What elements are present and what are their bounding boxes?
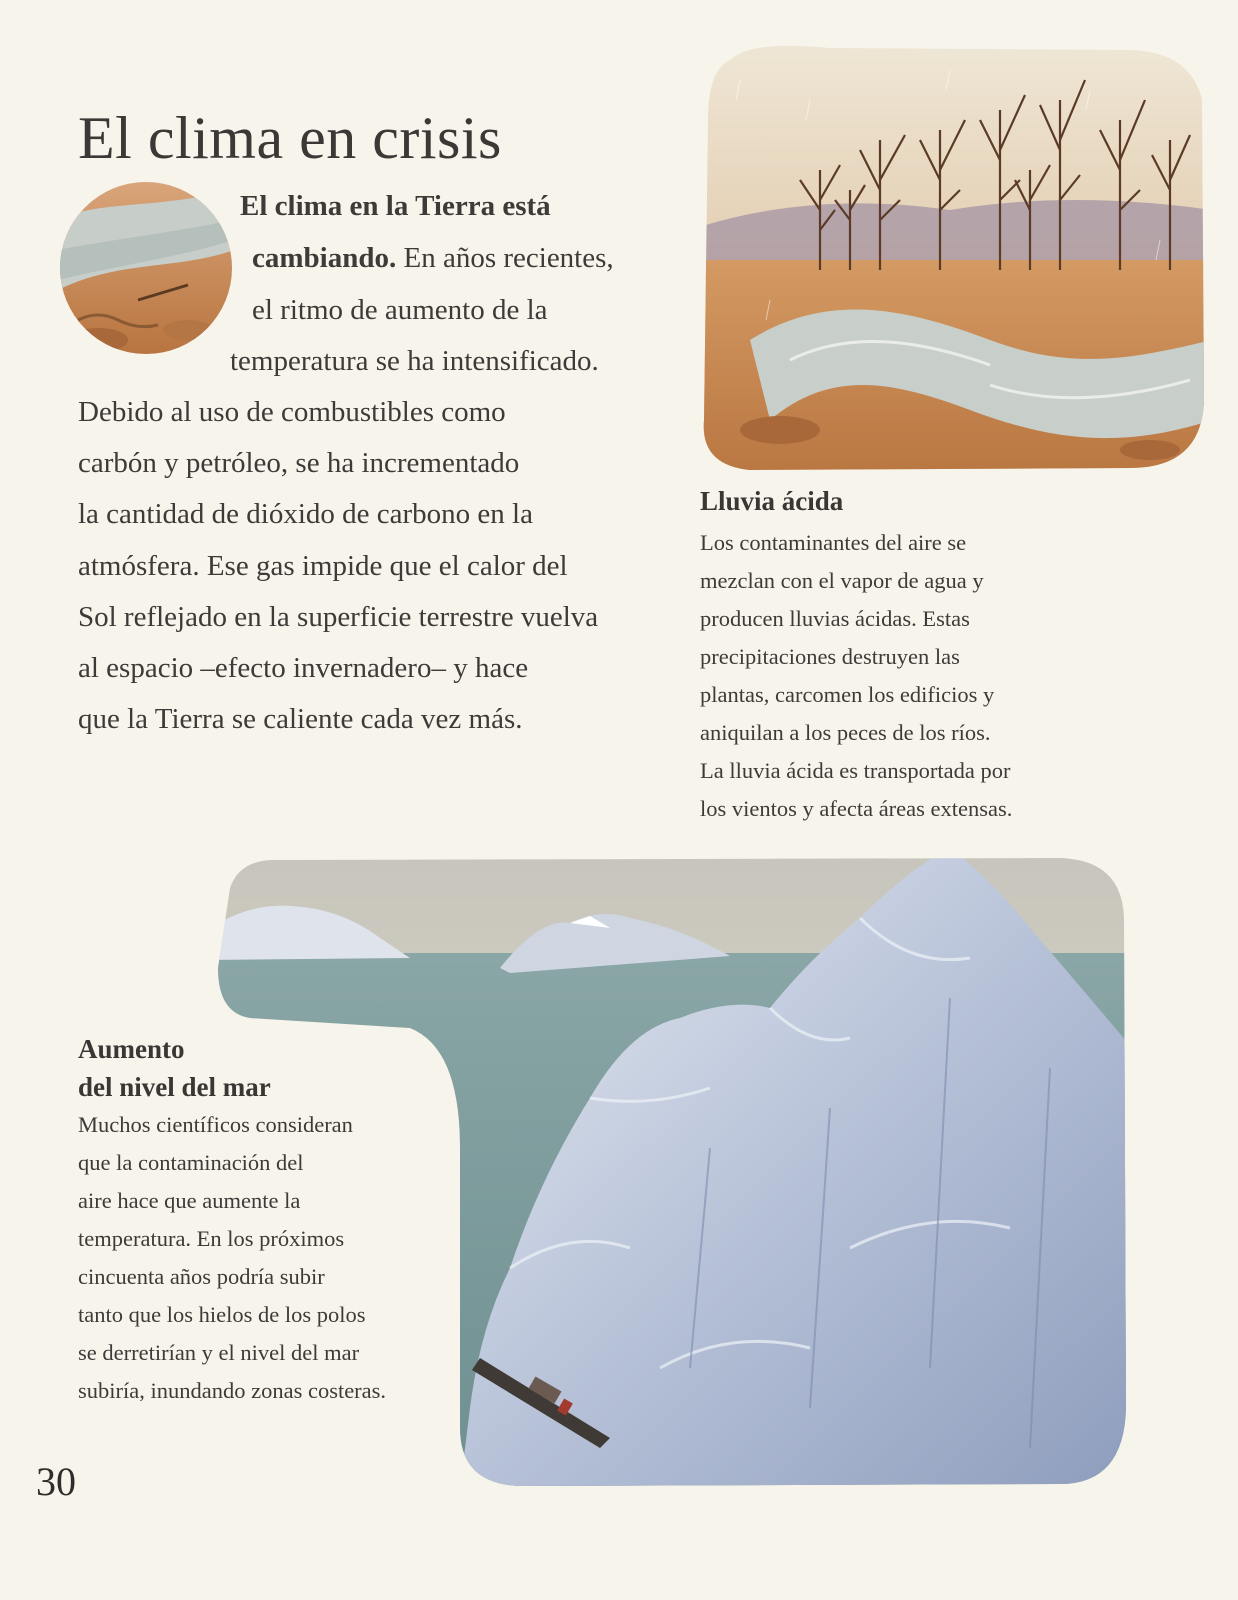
intro-line4: temperatura se ha intensificado. xyxy=(230,345,599,377)
intro-lead-line2-bold: cambiando. xyxy=(252,242,397,274)
acid-rain-line: La lluvia ácida es transportada por xyxy=(700,758,1011,783)
sea-level-line: aire hace que aumente la xyxy=(78,1188,301,1213)
page-number: 30 xyxy=(36,1459,76,1504)
intro-line2-rest: En años recientes, xyxy=(396,242,614,274)
acid-rain-line: Los contaminantes del aire se xyxy=(700,530,967,555)
acid-rain-line: los vientos y afecta áreas extensas. xyxy=(700,796,1013,821)
acid-rain-heading: Lluvia ácida xyxy=(700,486,844,516)
sea-level-line: temperatura. En los próximos xyxy=(78,1226,345,1251)
intro-line9: Sol reflejado en la superficie terrestre vuelva xyxy=(78,601,599,633)
intro-line11: que la Tierra se caliente cada vez más. xyxy=(78,703,523,735)
acid-rain-line: precipitaciones destruyen las xyxy=(700,644,960,669)
sea-level-line: subiría, inundando zonas costeras. xyxy=(78,1378,387,1403)
sea-level-text xyxy=(78,1112,478,1422)
intro-lead-line1: El clima en la Tierra está xyxy=(240,190,551,222)
acid-rain-line: mezclan con el vapor de agua y xyxy=(700,568,984,593)
intro-line5: Debido al uso de combustibles como xyxy=(78,396,506,428)
intro-line2 xyxy=(252,242,614,275)
sea-level-line: que la contaminación del xyxy=(78,1150,304,1175)
intro-line10: al espacio –efecto invernadero– y hace xyxy=(78,652,529,684)
sea-level-heading-line1: Aumento xyxy=(78,1034,185,1064)
intro-line3: el ritmo de aumento de la xyxy=(252,294,548,326)
acid-rain-line: producen lluvias ácidas. Estas xyxy=(700,606,970,631)
sea-level-line: cincuenta años podría subir xyxy=(78,1264,325,1289)
page-title: El clima en crisis xyxy=(78,105,502,171)
intro-line7: la cantidad de dióxido de carbono en la xyxy=(78,498,533,530)
intro-line8: atmósfera. Ese gas impide que el calor del xyxy=(78,550,568,582)
acid-rain-line: aniquilan a los peces de los ríos. xyxy=(700,720,991,745)
sea-level-line: se derretirían y el nivel del mar xyxy=(78,1340,360,1365)
acid-rain-line: plantas, carcomen los edificios y xyxy=(700,682,995,707)
sea-level-line: tanto que los hielos de los polos xyxy=(78,1302,366,1327)
sea-level-heading-line2: del nivel del mar xyxy=(78,1072,271,1102)
sea-level-line: Muchos científicos consideran xyxy=(78,1112,353,1137)
acid-rain-illustration xyxy=(690,40,1212,476)
acid-rain-text xyxy=(700,530,1120,840)
intro-line6: carbón y petróleo, se ha incrementado xyxy=(78,447,520,479)
